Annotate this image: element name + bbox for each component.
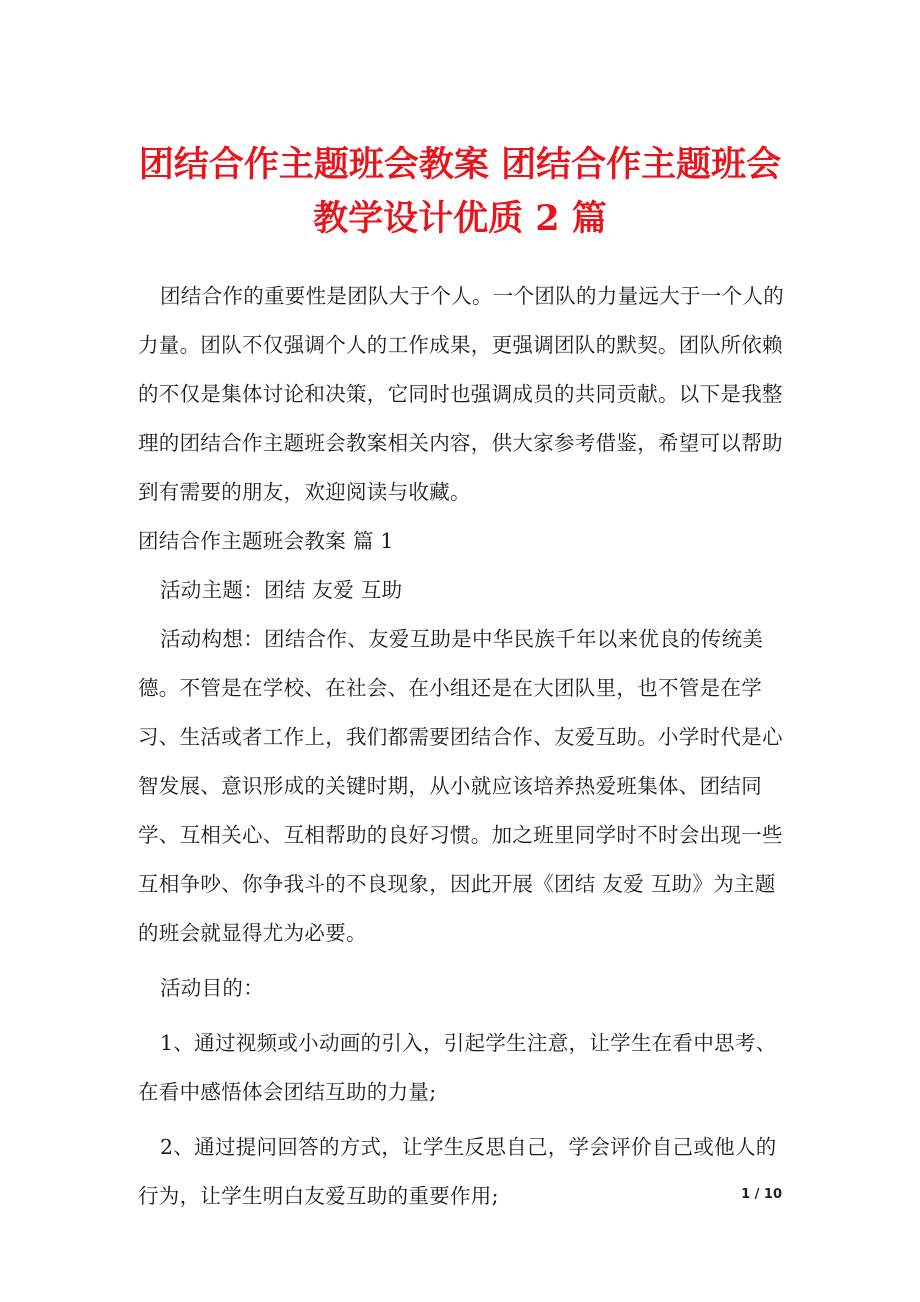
section-heading: 团结合作主题班会教案 篇 1: [138, 529, 394, 553]
document-title: [130, 138, 790, 246]
activity-concept: 活动构想：团结合作、友爱互助是中华民族千年以来优良的传统美德。不管是在学校、在社会、在小组还是在大团队里，也不管是在学习、生活或者工作上，我们都需要团结合作、友爱互助。小学时代是心智发展、意识形成的关键时期，从小就应该培养热爱班集体、团结同学、互相关心、互相帮助的良好习惯。加之班里同学时不时会出现一些互相争吵、你争我斗的不良现象，因此开展《团结 友爱 互助》为主题的班会就显得尤为必要。: [138, 627, 783, 945]
activity-goal-heading: 活动目的：: [160, 976, 264, 1000]
goal-item-2: 2、通过提问回答的方式，让学生反思自己，学会评价自己或他人的行为，让学生明白友爱互助的重要作用;: [138, 1135, 777, 1208]
title-line-2: 教学设计优质 2 篇: [313, 198, 607, 239]
title-line-1: 团结合作主题班会教案 团结合作主题班会: [138, 144, 782, 185]
goal-item-1: 1、通过视频或小动画的引入，引起学生注意，让学生在看中思考、在看中感悟体会团结互助的力量;: [138, 1031, 777, 1104]
page-number: 1 / 10: [741, 1187, 782, 1202]
activity-theme: 活动主题：团结 友爱 互助: [160, 578, 403, 602]
intro-paragraph: 团结合作的重要性是团队大于个人。一个团队的力量远大于一个人的力量。团队不仅强调个人的工作成果，更强调团队的默契。团队所依赖的不仅是集体讨论和决策，它同时也强调成员的共同贡献。以下是我整理的团结合作主题班会教案相关内容，供大家参考借鉴，希望可以帮助到有需要的朋友，欢迎阅读与收藏。: [138, 284, 784, 504]
document-body: [138, 272, 788, 1221]
